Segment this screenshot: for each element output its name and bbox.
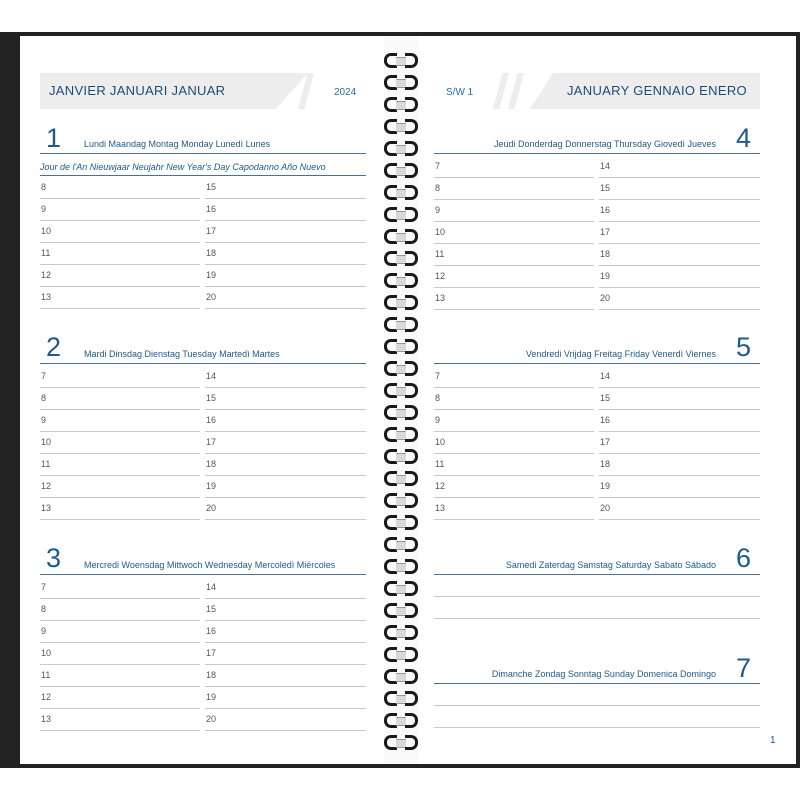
hour-label: 14: [600, 371, 611, 381]
binding-gutter: [384, 36, 418, 764]
day-header-line: [434, 683, 760, 684]
writing-line[interactable]: [205, 242, 366, 243]
writing-line[interactable]: [205, 198, 366, 199]
hour-label: 17: [206, 648, 217, 658]
writing-line[interactable]: [434, 431, 594, 432]
day-number: 2: [46, 332, 62, 362]
hour-label: 16: [206, 415, 217, 425]
hour-label: 12: [41, 270, 52, 280]
binding-ring: [384, 207, 418, 222]
hour-label: 18: [206, 248, 217, 258]
binding-ring: [384, 559, 418, 574]
day-number: 5: [736, 332, 752, 362]
writing-line[interactable]: [205, 497, 366, 498]
binding-ring: [384, 647, 418, 662]
binding-ring: [384, 75, 418, 90]
binding-ring: [384, 449, 418, 464]
binding-ring: [384, 361, 418, 376]
holiday-line: [40, 175, 366, 176]
writing-line[interactable]: [40, 453, 200, 454]
hour-label: 19: [206, 481, 217, 491]
writing-line[interactable]: [40, 620, 200, 621]
binding-ring: [384, 119, 418, 134]
hour-label: 9: [41, 626, 47, 636]
hour-label: 16: [206, 204, 217, 214]
writing-line[interactable]: [205, 708, 366, 709]
hour-label: 9: [435, 415, 441, 425]
hour-label: 13: [41, 503, 52, 513]
hour-label: 8: [41, 604, 47, 614]
writing-line[interactable]: [40, 686, 200, 687]
day-number: 1: [46, 123, 62, 153]
hour-label: 10: [41, 226, 52, 236]
writing-line[interactable]: [434, 453, 594, 454]
writing-line[interactable]: [599, 199, 760, 200]
hour-label: 11: [435, 249, 445, 259]
writing-line[interactable]: [40, 475, 200, 476]
writing-line[interactable]: [205, 264, 366, 265]
hour-label: 18: [206, 670, 217, 680]
writing-line[interactable]: [434, 287, 594, 288]
year-label: 2024: [334, 87, 357, 98]
writing-line[interactable]: [434, 409, 594, 410]
binding-ring: [384, 581, 418, 596]
writing-line[interactable]: [205, 686, 366, 687]
writing-line[interactable]: [205, 475, 366, 476]
binding-ring: [384, 317, 418, 332]
writing-line[interactable]: [40, 730, 200, 731]
writing-line[interactable]: [599, 497, 760, 498]
writing-line: [434, 727, 760, 728]
writing-line[interactable]: [205, 286, 366, 287]
writing-line[interactable]: [40, 198, 200, 199]
writing-line[interactable]: [599, 243, 760, 244]
binding-ring: [384, 405, 418, 420]
writing-line[interactable]: [40, 664, 200, 665]
hour-label: 15: [600, 393, 611, 403]
writing-line: [434, 705, 760, 706]
hour-label: 19: [206, 692, 217, 702]
hour-label: 11: [41, 670, 51, 680]
hour-label: 15: [206, 604, 217, 614]
binding-ring: [384, 471, 418, 486]
hour-label: 12: [435, 271, 446, 281]
writing-line[interactable]: [434, 199, 594, 200]
hour-label: 8: [435, 393, 441, 403]
binding-ring: [384, 669, 418, 684]
writing-line[interactable]: [599, 409, 760, 410]
writing-line[interactable]: [40, 642, 200, 643]
writing-line[interactable]: [205, 387, 366, 388]
binding-ring: [384, 427, 418, 442]
hour-label: 18: [600, 459, 611, 469]
hour-label: 13: [435, 293, 446, 303]
day-header-line: [40, 153, 366, 154]
hour-label: 7: [41, 371, 47, 381]
binding-ring: [384, 383, 418, 398]
day-names: Lundi Maandag Montag Monday Lunedì Lunes: [84, 139, 271, 149]
hour-label: 8: [41, 393, 47, 403]
hour-label: 9: [41, 415, 47, 425]
writing-line[interactable]: [205, 642, 366, 643]
day-names: Samedi Zaterdag Samstag Saturday Sabato Sábado: [505, 560, 716, 570]
day-header-line: [434, 153, 760, 154]
binding-ring: [384, 141, 418, 156]
hour-label: 16: [600, 415, 611, 425]
hour-label: 20: [206, 503, 217, 513]
writing-line[interactable]: [205, 730, 366, 731]
writing-line[interactable]: [434, 221, 594, 222]
day-number: 7: [736, 653, 752, 683]
hour-label: 12: [435, 481, 446, 491]
hour-label: 20: [600, 293, 611, 303]
hour-label: 19: [600, 271, 611, 281]
writing-line[interactable]: [205, 431, 366, 432]
binding-ring: [384, 625, 418, 640]
writing-line[interactable]: [599, 475, 760, 476]
writing-line[interactable]: [40, 519, 200, 520]
hour-label: 17: [206, 437, 217, 447]
writing-line[interactable]: [434, 177, 594, 178]
hour-label: 12: [41, 481, 52, 491]
writing-line[interactable]: [205, 409, 366, 410]
day-names: Dimanche Zondag Sonntag Sunday Domenica Domingo: [491, 669, 716, 679]
writing-line: [434, 596, 760, 597]
writing-line[interactable]: [599, 387, 760, 388]
binding-ring: [384, 603, 418, 618]
binding-ring: [384, 185, 418, 200]
hour-label: 20: [600, 503, 611, 513]
hour-label: 13: [41, 292, 52, 302]
day-header-line: [434, 574, 760, 575]
hour-label: 10: [41, 437, 52, 447]
binding-ring: [384, 735, 418, 750]
hour-label: 11: [435, 459, 445, 469]
writing-line[interactable]: [40, 264, 200, 265]
writing-line[interactable]: [599, 177, 760, 178]
binding-ring: [384, 515, 418, 530]
hour-label: 11: [41, 459, 51, 469]
writing-line[interactable]: [599, 309, 760, 310]
hour-label: 12: [41, 692, 52, 702]
binding-ring: [384, 251, 418, 266]
writing-line[interactable]: [205, 308, 366, 309]
hour-label: 18: [600, 249, 611, 259]
binding-ring: [384, 339, 418, 354]
day-names: Vendredi Vrijdag Freitag Friday Venerdì Viernes: [525, 349, 716, 359]
hour-label: 17: [600, 437, 611, 447]
writing-line[interactable]: [599, 453, 760, 454]
hour-label: 20: [206, 714, 217, 724]
hour-label: 14: [206, 582, 217, 592]
binding-ring: [384, 97, 418, 112]
binding-ring: [384, 493, 418, 508]
hour-label: 11: [41, 248, 51, 258]
writing-line[interactable]: [434, 519, 594, 520]
day-header-line: [40, 363, 366, 364]
writing-line[interactable]: [599, 431, 760, 432]
writing-line[interactable]: [40, 286, 200, 287]
hour-label: 8: [41, 182, 47, 192]
writing-line[interactable]: [40, 598, 200, 599]
hour-label: 19: [206, 270, 217, 280]
writing-line[interactable]: [599, 287, 760, 288]
hour-label: 20: [206, 292, 217, 302]
writing-line[interactable]: [205, 220, 366, 221]
writing-line[interactable]: [40, 431, 200, 432]
writing-line[interactable]: [434, 243, 594, 244]
day-number: 6: [736, 543, 752, 573]
hour-label: 15: [206, 393, 217, 403]
writing-line[interactable]: [434, 309, 594, 310]
left-month-title: JANVIER JANUARI JANUAR: [49, 83, 226, 98]
hour-label: 10: [435, 437, 446, 447]
hour-label: 17: [600, 227, 611, 237]
writing-line[interactable]: [40, 220, 200, 221]
binding-ring: [384, 537, 418, 552]
hour-label: 10: [41, 648, 52, 658]
binding-ring: [384, 713, 418, 728]
hour-label: 15: [206, 182, 217, 192]
week-label: S/W 1: [446, 87, 474, 98]
writing-line[interactable]: [434, 265, 594, 266]
writing-line[interactable]: [434, 497, 594, 498]
right-month-title: JANUARY GENNAIO ENERO: [567, 83, 747, 98]
writing-line[interactable]: [40, 387, 200, 388]
day-header-line: [434, 363, 760, 364]
hour-label: 16: [600, 205, 611, 215]
writing-line[interactable]: [434, 387, 594, 388]
page-number: 1: [770, 735, 776, 746]
hour-label: 9: [41, 204, 47, 214]
hour-label: 9: [435, 205, 441, 215]
hour-label: 13: [41, 714, 52, 724]
hour-label: 7: [435, 371, 441, 381]
day-names: Jeudi Donderdag Donnerstag Thursday Giovedì Jueves: [494, 139, 716, 149]
holiday-label: Jour de l'An Nieuwjaar Neujahr New Year's Day Capodanno Año Nuevo: [40, 162, 326, 172]
binding-ring: [384, 53, 418, 68]
hour-label: 17: [206, 226, 217, 236]
writing-line[interactable]: [434, 475, 594, 476]
writing-line[interactable]: [40, 242, 200, 243]
writing-line[interactable]: [599, 265, 760, 266]
hour-label: 14: [206, 371, 217, 381]
hour-label: 13: [435, 503, 446, 513]
hour-label: 15: [600, 183, 611, 193]
writing-line[interactable]: [40, 708, 200, 709]
hour-label: 16: [206, 626, 217, 636]
binding-ring: [384, 295, 418, 310]
writing-line[interactable]: [599, 221, 760, 222]
writing-line[interactable]: [205, 453, 366, 454]
binding-ring: [384, 273, 418, 288]
hour-label: 18: [206, 459, 217, 469]
binding-ring: [384, 163, 418, 178]
writing-line[interactable]: [205, 598, 366, 599]
day-number: 3: [46, 543, 62, 573]
writing-line[interactable]: [205, 620, 366, 621]
writing-line[interactable]: [40, 409, 200, 410]
hour-label: 8: [435, 183, 441, 193]
day-names: Mercredi Woensdag Mittwoch Wednesday Mercoledì Miércoles: [84, 560, 336, 570]
hour-label: 14: [600, 161, 611, 171]
writing-line[interactable]: [599, 519, 760, 520]
writing-line[interactable]: [40, 308, 200, 309]
binding-ring: [384, 691, 418, 706]
hour-label: 7: [435, 161, 441, 171]
hour-label: 7: [41, 582, 47, 592]
writing-line: [434, 618, 760, 619]
day-header-line: [40, 574, 366, 575]
writing-line[interactable]: [205, 664, 366, 665]
hour-label: 19: [600, 481, 611, 491]
writing-line[interactable]: [40, 497, 200, 498]
day-names: Mardi Dinsdag Dienstag Tuesday Martedì Martes: [84, 349, 280, 359]
writing-line[interactable]: [205, 519, 366, 520]
hour-label: 10: [435, 227, 446, 237]
day-number: 4: [736, 123, 752, 153]
binding-ring: [384, 229, 418, 244]
